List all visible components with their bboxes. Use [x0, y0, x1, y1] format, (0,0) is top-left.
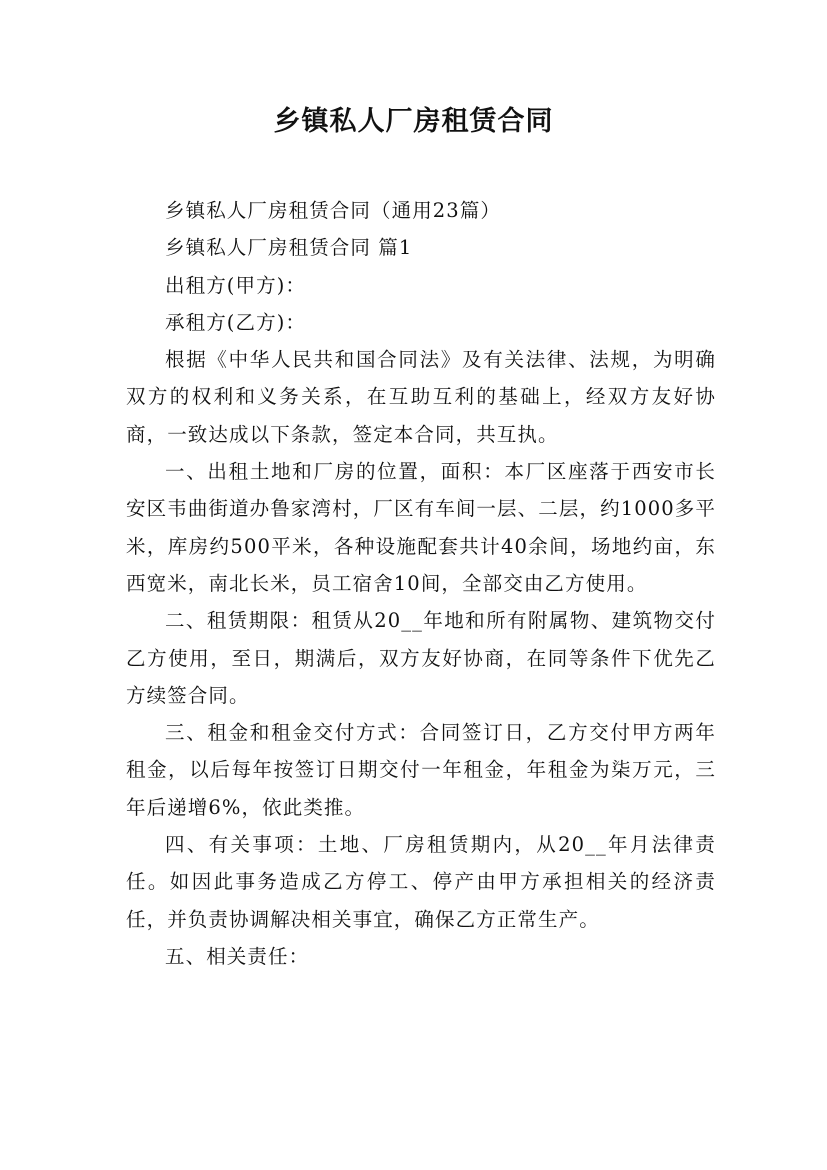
- paragraph-lessee: 承租方(乙方)：: [165, 310, 307, 334]
- document-body: [126, 192, 716, 975]
- document-title: 乡镇私人厂房租赁合同: [273, 106, 554, 137]
- paragraph-clause-3: 三、租金和租金交付方式：合同签订日，乙方交付甲方两年租金，以后每年按签订日期交付一年租金，年租金为柒万元，三年后递增6%，依此类推。: [126, 721, 716, 819]
- paragraph-subtitle: 乡镇私人厂房租赁合同（通用23篇）: [165, 199, 502, 222]
- paragraph-clause-4: 四、有关事项：土地、厂房租赁期内，从20__年月法律责任。如因此事务造成乙方停工、停产由甲方承担相关的经济责任，并负责协调解决相关事宜，确保乙方正常生产。: [126, 833, 716, 931]
- paragraph-section-heading: 乡镇私人厂房租赁合同 篇1: [165, 236, 413, 260]
- paragraph-lessor: 出租方(甲方)：: [165, 273, 307, 297]
- paragraph-preamble: 根据《中华人民共和国合同法》及有关法律、法规，为明确双方的权利和义务关系，在互助互利的基础上，经双方友好协商，一致达成以下条款，签定本合同，共互执。: [126, 348, 716, 446]
- paragraph-clause-2: 二、租赁期限：租赁从20__年地和所有附属物、建筑物交付乙方使用，至日，期满后，双方友好协商，在同等条件下优先乙方续签合同。: [126, 609, 716, 707]
- paragraph-clause-1: 一、出租土地和厂房的位置，面积：本厂区座落于西安市长安区韦曲街道办鲁家湾村，厂区有车间一层、二层，约1000多平米，库房约500平米，各种设施配套共计40余间，场地约亩，东西宽米，南北长米，员工宿舍10间，全部交由乙方使用。: [126, 460, 716, 595]
- paragraph-clause-5: 五、相关责任：: [165, 944, 310, 968]
